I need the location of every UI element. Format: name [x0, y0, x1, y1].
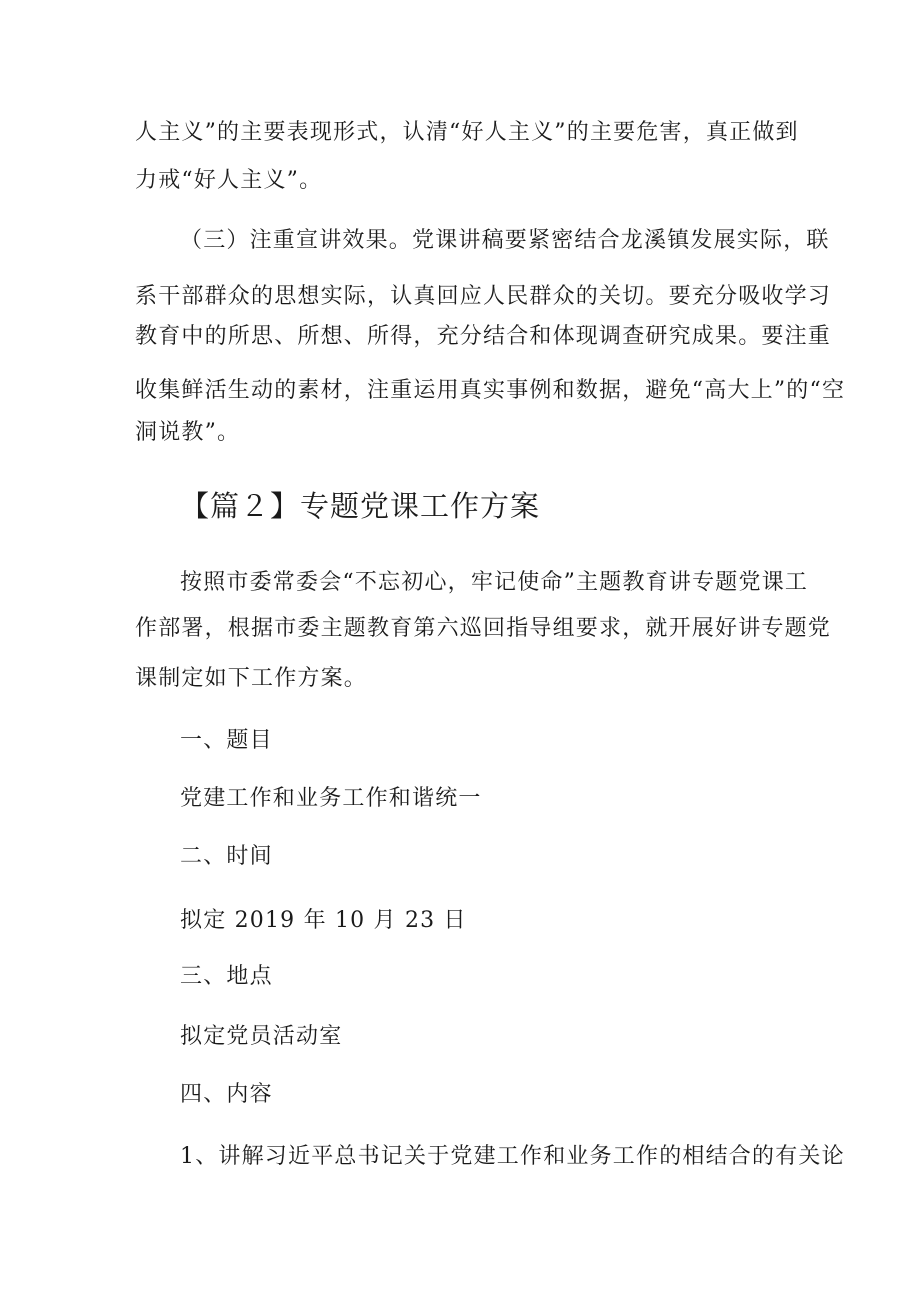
paragraph-line: 力戒“好人主义”。	[135, 168, 323, 193]
paragraph-line: 人主义”的主要表现形式，认清“好人主义”的主要危害，真正做到	[135, 120, 799, 145]
item-value-time: 拟定 2019 年 10 月 23 日	[180, 908, 467, 933]
paragraph-line: 课制定如下工作方案。	[135, 666, 368, 691]
item-heading-content: 四、内容	[180, 1082, 273, 1107]
item-heading-place: 三、地点	[180, 964, 273, 989]
item-heading-time: 二、时间	[180, 844, 273, 869]
paragraph-line: （三）注重宣讲效果。党课讲稿要紧密结合龙溪镇发展实际，联	[180, 228, 830, 253]
paragraph-line: 按照市委常委会“不忘初心，牢记使命”主题教育讲专题党课工	[180, 570, 809, 595]
paragraph-line: 系干部群众的思想实际，认真回应人民群众的关切。要充分吸收学习	[135, 284, 832, 309]
item-content-first-line: 1、讲解习近平总书记关于党建工作和业务工作的相结合的有关论	[180, 1144, 845, 1169]
item-heading-topic: 一、题目	[180, 728, 273, 753]
paragraph-line: 作部署，根据市委主题教育第六巡回指导组要求，就开展好讲专题党	[135, 616, 832, 641]
item-value-topic: 党建工作和业务工作和谐统一	[180, 786, 482, 811]
item-value-place: 拟定党员活动室	[180, 1024, 343, 1049]
paragraph-line: 洞说教”。	[135, 420, 241, 445]
section-heading: 【篇２】专题党课工作方案	[180, 489, 541, 523]
paragraph-line: 收集鲜活生动的素材，注重运用真实事例和数据，避免“高大上”的“空	[135, 378, 846, 403]
paragraph-line: 教育中的所思、所想、所得，充分结合和体现调查研究成果。要注重	[135, 324, 832, 349]
